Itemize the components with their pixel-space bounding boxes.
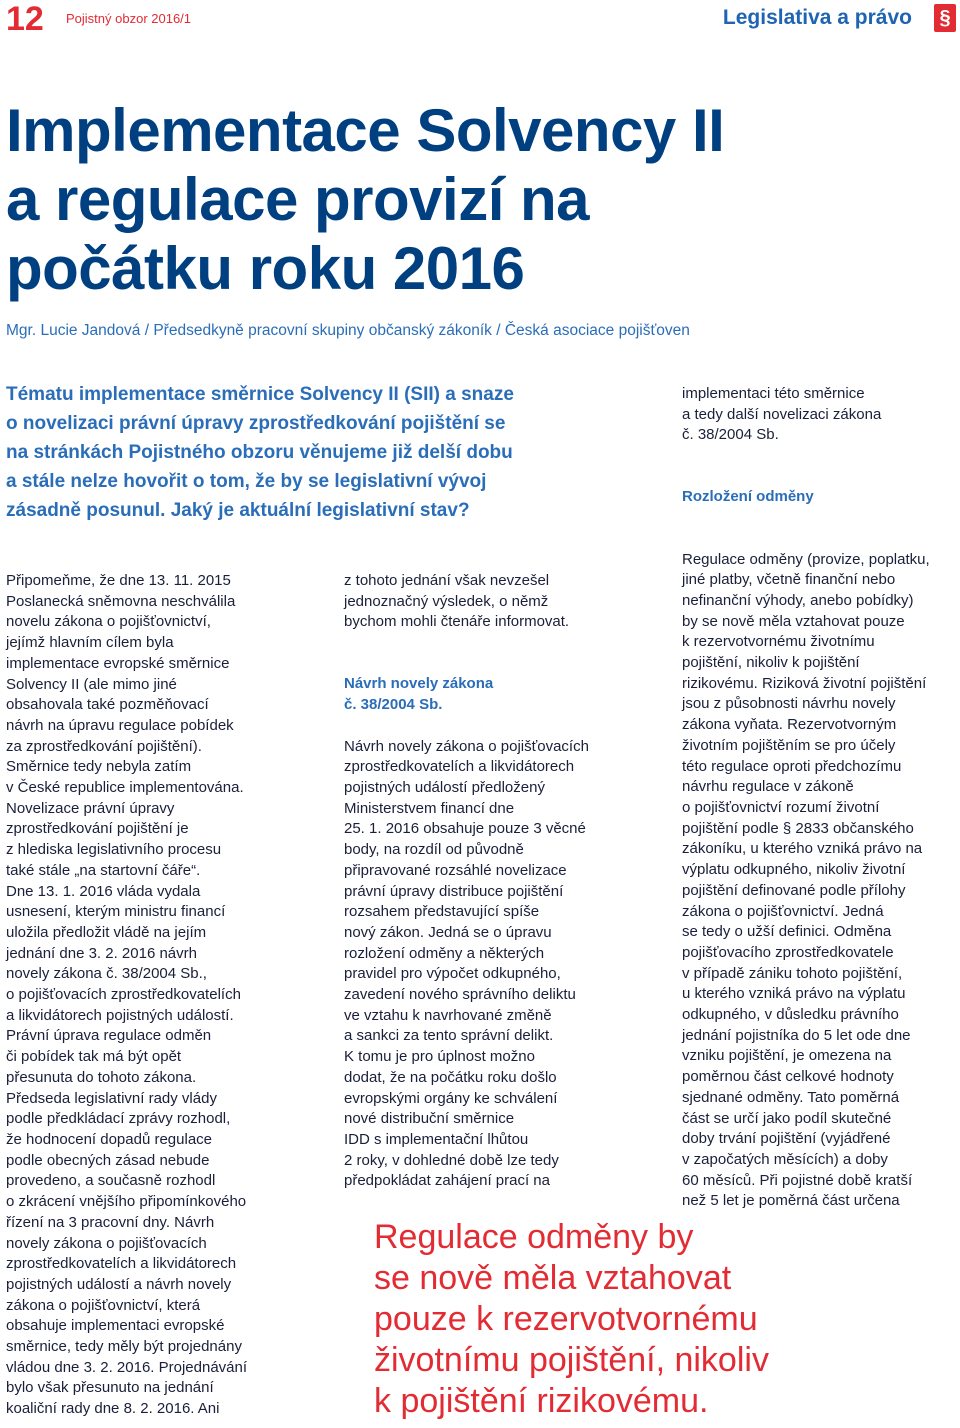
text-line: než 5 let je poměrná část určena [682, 1192, 900, 1210]
text-line: směrnice, tedy měly být projednány [6, 1338, 242, 1356]
text-line: zákoníku, u kterého vzniká právo na [682, 840, 923, 858]
text-line: životním pojištěním se pro účely [682, 736, 896, 754]
lead-paragraph [6, 380, 626, 525]
text-line: Dne 13. 1. 2016 vláda vydala [6, 882, 201, 900]
text-line: zákona o pojišťovnictví. Jedná [682, 902, 884, 920]
text-line: koaliční rady dne 8. 2. 2016. Ani [6, 1400, 220, 1418]
text-line: zprostředkovatelích a likvidátorech [6, 1255, 237, 1273]
lead-line: o novelizaci právní úpravy zprostředkování pojištění se [6, 413, 506, 434]
text-column-1 [6, 571, 326, 1420]
text-line: zavedení nového správního deliktu [344, 986, 576, 1004]
pullquote-line: pouze k rezervotvornému [374, 1300, 758, 1338]
text-line: novely zákona č. 38/2004 Sb., [6, 965, 207, 983]
text-line: body, na rozdíl od původně [344, 841, 524, 859]
section-title: Legislativa a právo [722, 6, 912, 29]
text-line: novelu zákona o pojišťovnictví, [6, 613, 211, 631]
text-line: podle obecných zásad nebude [6, 1151, 210, 1169]
text-line: by se nově měla vztahovat pouze [682, 612, 905, 630]
text-line: obsahuje implementaci evropské [6, 1317, 225, 1335]
subheading-rozlozeni: Rozložení odměny [682, 488, 814, 506]
text-line: jednoznačný výsledek, o němž [344, 592, 549, 610]
text-line: bychom mohli čtenáře informovat. [344, 613, 570, 631]
text-line: že hodnocení dopadů regulace [6, 1130, 213, 1148]
text-line: jiné platby, včetně finanční nebo [682, 571, 896, 589]
text-line: Regulace odměny (provize, poplatku, [682, 550, 930, 568]
text-line: v České republice implementována. [6, 779, 244, 797]
text-line: a likvidátorech pojistných událostí. [6, 1006, 234, 1024]
text-line: pojištění podle § 2833 občanského [682, 819, 914, 837]
text-line: či pobídek tak má být opět [6, 1048, 182, 1066]
text-line: Předseda legislativní rady vlády [6, 1089, 217, 1107]
paragraph-sign-icon: § [934, 4, 956, 32]
text-line: Novelizace právní úpravy [6, 799, 175, 817]
text-line: 60 měsíců. Při pojistné době kratší [682, 1171, 913, 1189]
text-line: v započatých měsících) a doby [682, 1150, 888, 1168]
title-line: počátku roku 2016 [6, 235, 525, 302]
text-line: č. 38/2004 Sb. [682, 426, 779, 444]
subheading-novela-line2: č. 38/2004 Sb. [344, 696, 443, 714]
col2-body [344, 737, 664, 1192]
text-line: usnesení, kterým ministru financí [6, 903, 226, 921]
text-line: ve vztahu k navrhované změně [344, 1006, 552, 1024]
text-line: z tohoto jednání však nevzešel [344, 572, 550, 589]
text-line: Připomeňme, že dne 13. 11. 2015 [6, 572, 231, 589]
text-line: odkupného, v důsledku právního [682, 1006, 899, 1024]
text-column-3 [682, 384, 960, 1212]
text-line: 25. 1. 2016 obsahuje pouze 3 věcné [344, 820, 586, 838]
text-line: sjednané odměny. Tato poměrná [682, 1088, 900, 1106]
text-line: Směrnice tedy nebyla zatím [6, 758, 192, 776]
page-header [0, 0, 960, 40]
text-line: se tedy o užší definici. Odměna [682, 923, 892, 941]
text-line: připravované rozsáhlé novelizace [344, 861, 567, 879]
col3-intro [682, 384, 960, 446]
text-line: také stále „na startovní čáře“. [6, 861, 201, 879]
article-title [6, 96, 906, 303]
text-line: provedeno, a současně rozhodl [6, 1172, 216, 1190]
text-line: o pojišťovnictví rozumí životní [682, 799, 880, 816]
text-line: novely zákona o pojišťovacích [6, 1234, 207, 1252]
text-line: jednání dne 3. 2. 2016 návrh [6, 944, 197, 962]
text-line: přesunuta do tohoto zákona. [6, 1068, 197, 1086]
text-line: vzniku pojištění, je omezena na [682, 1047, 892, 1065]
text-line: rizikovému. Riziková životní pojištění [682, 674, 927, 692]
pullquote-line: k pojištění rizikovému. [374, 1382, 709, 1420]
text-line: zákona vyňata. Rezervotvorným [682, 716, 897, 734]
lead-line: zásadně posunul. Jaký je aktuální legislativní stav? [6, 500, 470, 521]
text-line: o zkrácení vnějšího připomínkového [6, 1193, 247, 1211]
pullquote-line: životnímu pojištění, nikoliv [374, 1341, 769, 1379]
text-line: uložila předložit vládě na jejím [6, 923, 207, 941]
text-line: doby trvání pojištění (vyjádřené [682, 1130, 891, 1148]
text-line: Návrh novely zákona o pojišťovacích [344, 737, 589, 755]
text-line: k rezervotvornému životnímu [682, 633, 875, 651]
text-line: pravidel pro výpočet odkupného, [344, 965, 561, 983]
text-line: podle předkládací zprávy rozhodl, [6, 1110, 231, 1128]
text-line: pojistných událostí a návrh novely [6, 1275, 232, 1293]
text-line: K tomu je pro úplnost možno [344, 1048, 535, 1066]
text-line: Poslanecká sněmovna neschválila [6, 592, 236, 610]
lead-line: na stránkách Pojistného obzoru věnujeme již delší dobu [6, 442, 513, 463]
text-line: výplatu odkupného, nikoliv životní [682, 861, 906, 879]
text-line: poměrnou část celkové hodnoty [682, 1068, 894, 1086]
text-line: pojištění definované podle přílohy [682, 881, 906, 899]
title-line: a regulace provizí na [6, 166, 590, 233]
text-line: 2 roky, v dohledné době lze tedy [344, 1151, 559, 1169]
text-line: nefinanční výhody, anebo pobídky) [682, 591, 914, 609]
author-byline: Mgr. Lucie Jandová / Předsedkyně pracovní skupiny občanský zákoník / Česká asociace pojišťoven [6, 322, 690, 339]
page-number: 12 [6, 0, 44, 38]
col3-body [682, 550, 960, 1213]
text-line: implementace evropské směrnice [6, 654, 230, 672]
text-line: bylo však přesunuto na jednání [6, 1379, 214, 1397]
text-line: v případě zániku tohoto pojištění, [682, 964, 903, 982]
text-line: zákona o pojišťovnictví, která [6, 1296, 201, 1314]
text-line: právní úpravy distribuce pojištění [344, 882, 564, 900]
text-line: část se určí jako podíl skutečné [682, 1109, 892, 1127]
text-line: nové distribuční směrnice [344, 1110, 515, 1128]
text-line: řízení na 3 pracovní dny. Návrh [6, 1213, 215, 1231]
pull-quote [374, 1217, 954, 1422]
text-line: rozložení odměny a některých [344, 944, 545, 962]
text-line: rozsahem představující spíše [344, 903, 540, 921]
title-line: Implementace Solvency II [6, 97, 725, 164]
text-line: IDD s implementační lhůtou [344, 1130, 529, 1148]
text-line: jednání pojistníka do 5 let ode dne [682, 1026, 911, 1044]
pullquote-line: se nově měla vztahovat [374, 1259, 732, 1297]
text-line: zprostředkování pojištění je [6, 820, 189, 838]
lead-line: a stále nelze hovořit o tom, že by se legislativní vývoj [6, 471, 487, 492]
text-line: a sankci za tento správní delikt. [344, 1027, 554, 1045]
subheading-novela: Návrh novely zákona [344, 675, 494, 693]
text-line: implementaci této směrnice [682, 385, 865, 402]
text-line: pojištění, nikoliv k pojištění [682, 654, 860, 672]
text-line: Ministerstvem financí dne [344, 799, 515, 817]
text-line: nový zákon. Jedná se o úpravu [344, 923, 552, 941]
text-line: evropskými orgány ke schválení [344, 1089, 558, 1107]
text-line: dodat, že na počátku roku došlo [344, 1068, 557, 1086]
text-line: zprostředkovatelích a likvidátorech [344, 758, 575, 776]
text-line: pojišťovacího zprostředkovatele [682, 943, 894, 961]
text-line: návrh na úpravu regulace pobídek [6, 716, 234, 734]
text-line: Právní úprava regulace odměn [6, 1027, 212, 1045]
lead-line: Tématu implementace směrnice Solvency II (SII) a snaze [6, 384, 514, 405]
text-column-2 [344, 571, 664, 1192]
text-line: z hlediska legislativního procesu [6, 841, 222, 859]
pullquote-line: Regulace odměny by [374, 1218, 694, 1256]
text-line: předpokládat zahájení prací na [344, 1172, 550, 1190]
text-line: pojistných událostí předložený [344, 778, 545, 796]
text-line: návrhu regulace v zákoně [682, 778, 854, 796]
text-line: obsahovala také pozměňovací [6, 696, 209, 714]
text-line: vládou dne 3. 2. 2016. Projednávání [6, 1358, 248, 1376]
journal-name: Pojistný obzor 2016/1 [66, 11, 192, 26]
text-line: za zprostředkování pojištění). [6, 737, 202, 755]
text-line: jsou z působnosti návrhu novely [682, 695, 896, 713]
text-line: o pojišťovacích zprostředkovatelích [6, 986, 241, 1004]
text-line: jejímž hlavním cílem byla [6, 634, 174, 652]
text-line: a tedy další novelizaci zákona [682, 405, 882, 423]
col2-intro [344, 571, 664, 633]
text-line: Solvency II (ale mimo jiné [6, 675, 177, 693]
text-line: u kterého vzniká právo na výplatu [682, 985, 906, 1003]
text-line: této regulace oproti předchozímu [682, 757, 902, 775]
